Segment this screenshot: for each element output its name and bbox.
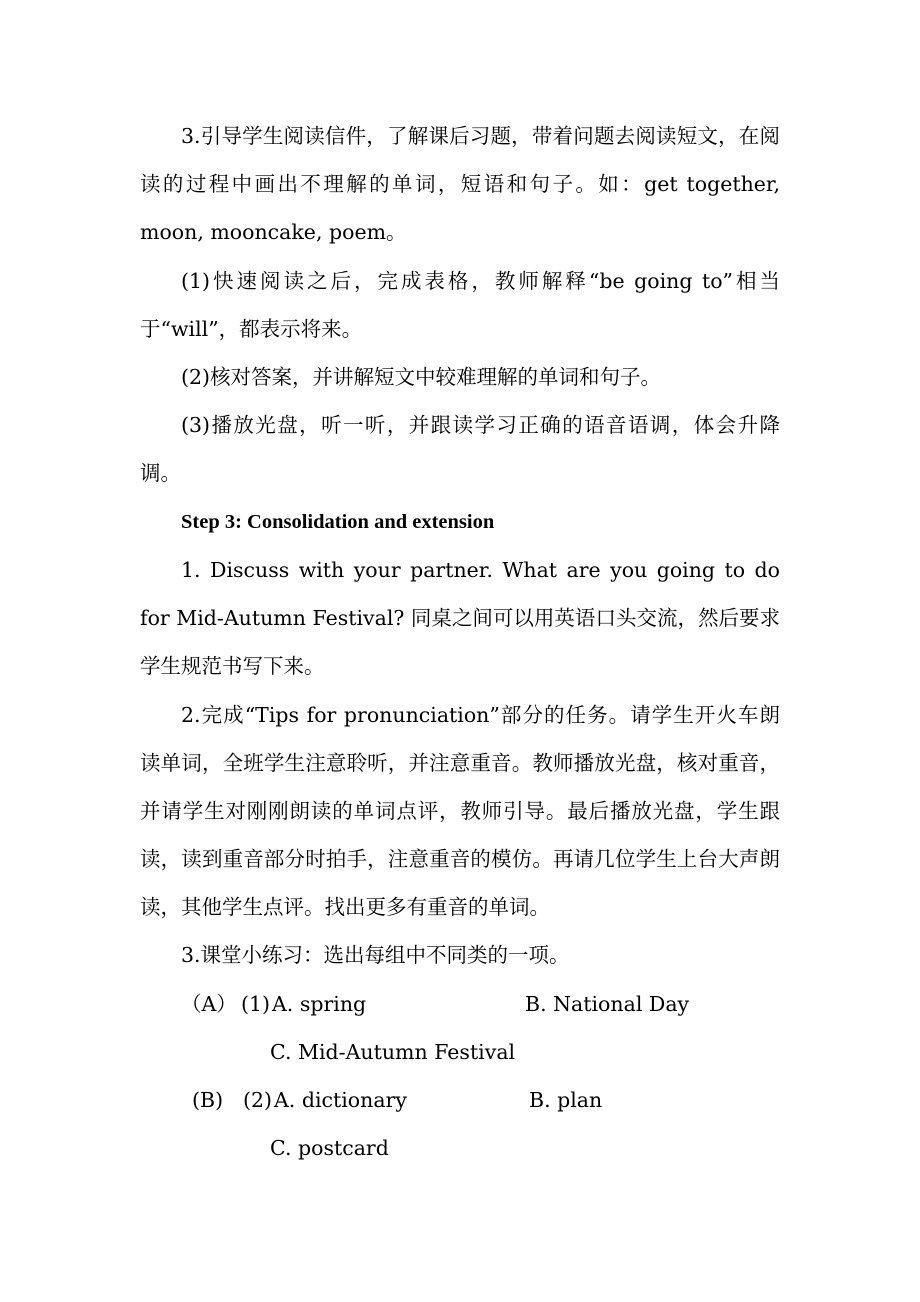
step3-heading: Step 3: Consolidation and extension (181, 511, 495, 533)
exercise-1-number: (1) (241, 992, 271, 1016)
step2-paragraph-3: 3.引导学生阅读信件，了解课后习题，带着问题去阅读短文，在阅读的过程中画出不理解的单词，短语和句子。如：get together, moon, mooncake, poem。 (140, 124, 780, 244)
exercise-2-option-b: B. plan (529, 1088, 603, 1112)
step2-subitem-1: (1)快速阅读之后，完成表格，教师解释“be going to”相当于“will”，都表示将来。 (140, 269, 780, 341)
exercise-1-option-b: B. National Day (525, 992, 690, 1016)
exercise-2-option-c: C. postcard (270, 1136, 389, 1160)
step2-subitem-3: (3)播放光盘，听一听，并跟读学习正确的语音语调，体会升降调。 (140, 413, 780, 485)
step2-subitem-2: (2)核对答案，并讲解短文中较难理解的单词和句子。 (181, 365, 662, 389)
exercise-1-option-c: C. Mid-Autumn Festival (270, 1040, 516, 1064)
exercise-2-number: (2) (243, 1088, 273, 1112)
step3-paragraph-1: 1. Discuss with your partner. What are you going to do for Mid-Autumn Festival? 同桌之间可以用英语口头交流，然后要求学生规范书写下来。 (140, 558, 780, 678)
step3-paragraph-3: 3.课堂小练习：选出每组中不同类的一项。 (181, 943, 570, 967)
exercise-2-answer: (B) (192, 1088, 224, 1112)
step3-paragraph-2: 2.完成“Tips for pronunciation”部分的任务。请学生开火车朗读单词，全班学生注意聆听，并注意重音。教师播放光盘，核对重音，并请学生对刚刚朗读的单词点评，教师引导。最后播放光盘，学生跟读，读到重音部分时拍手，注意重音的模仿。再请几位学生上台大声朗读，其他学生点评。找出更多有重音的单词。 (140, 703, 780, 919)
exercise-1-answer: （A） (181, 992, 237, 1016)
exercise-1-option-a: A. spring (272, 992, 367, 1016)
exercise-2-option-a: A. dictionary (274, 1088, 407, 1112)
